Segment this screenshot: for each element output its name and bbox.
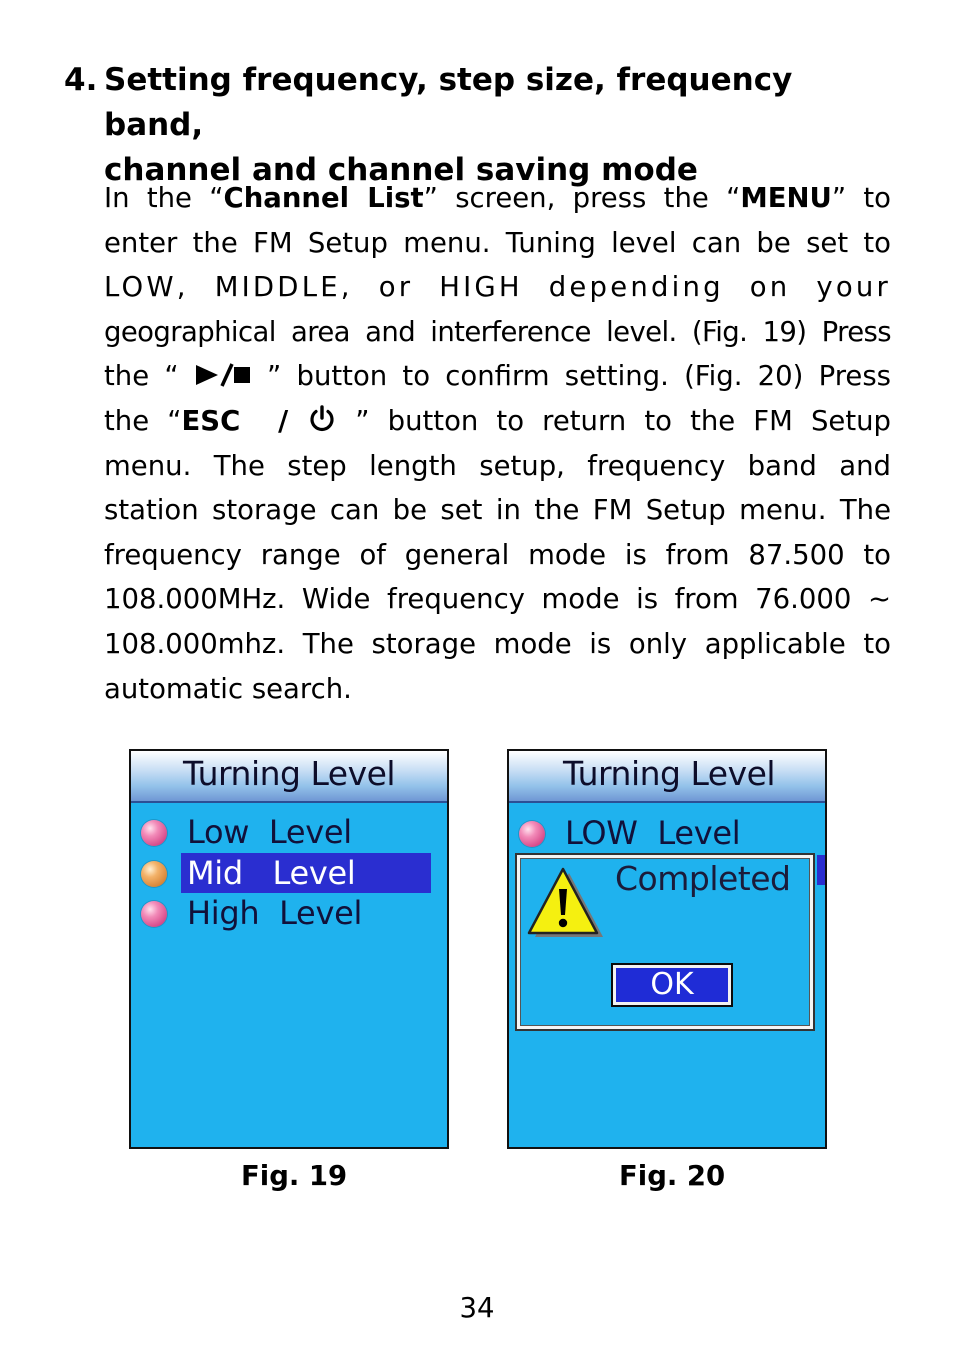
esc-term: ESC / [181, 404, 308, 437]
heading-text [104, 58, 894, 193]
fig20-item-low[interactable] [509, 813, 825, 853]
fig19-item-label: Low Level [187, 813, 352, 851]
para-line-12: automatic search. [104, 672, 352, 705]
para-line-3: LOW, MIDDLE, or HIGH depending on your [104, 271, 891, 304]
fig19-titlebar [131, 751, 447, 803]
menu-term: MENU [740, 182, 832, 214]
fig20-item-label: LOW Level [565, 814, 741, 852]
fig19-title: Turning Level [183, 754, 396, 793]
power-icon [307, 404, 337, 434]
fig19-item-high[interactable] [131, 893, 447, 933]
fig20-screen [507, 749, 827, 1149]
para-line-8: station storage can be set in the FM Setup menu. The [104, 494, 891, 527]
para-line-6: the “ESC / ” button to return to the FM Setup [104, 404, 892, 437]
body-paragraph [104, 176, 891, 711]
orange-bullet-icon [141, 861, 167, 887]
para-line-10: 108.000MHz. Wide frequency mode is from 76.000 ~ [104, 583, 891, 616]
fig19-item-label: High Level [187, 894, 363, 932]
para-line-9: frequency range of general mode is from 87.500 to [104, 538, 891, 571]
fig19-screen [129, 749, 449, 1149]
para-line-5: the “ ” button to confirm setting. (Fig. 20) Press [104, 360, 891, 393]
fig19-item-label: Mid Level [181, 853, 431, 893]
page-number: 34 [459, 1292, 495, 1324]
fig20-titlebar [509, 751, 825, 803]
ok-button-label: OK [616, 968, 728, 1002]
para-line-1: In the “Channel List” screen, press the “MENU” to [104, 182, 891, 214]
para-line-7: menu. The step length setup, frequency band and [104, 449, 891, 482]
para-line-2: enter the FM Setup menu. Tuning level can be set to [104, 226, 891, 259]
completed-dialog [515, 853, 815, 1031]
fig19-item-low[interactable] [131, 812, 447, 852]
para-line-4: geographical area and interference level. (Fig. 19) Press [104, 315, 891, 348]
channel-list-term: Channel List [223, 182, 424, 214]
heading-line-2: channel and channel saving mode [104, 152, 698, 188]
pink-bullet-icon [141, 901, 167, 927]
fig19-item-mid[interactable] [131, 853, 447, 893]
pink-bullet-icon [519, 821, 545, 847]
heading-line-1: Setting frequency, step size, frequency band, [104, 62, 793, 143]
fig19-caption: Fig. 19 [241, 1160, 348, 1192]
dialog-message: Completed [615, 859, 791, 898]
fig20-selection-edge [817, 855, 825, 885]
play-stop-icon [194, 363, 252, 387]
warning-icon [525, 867, 605, 941]
para-line-11: 108.000mhz. The storage mode is only applicable to [104, 627, 891, 660]
pink-bullet-icon [141, 820, 167, 846]
ok-button[interactable] [611, 963, 733, 1007]
fig20-title: Turning Level [563, 754, 776, 793]
heading-number: 4. [64, 62, 98, 98]
fig20-caption: Fig. 20 [619, 1160, 726, 1192]
